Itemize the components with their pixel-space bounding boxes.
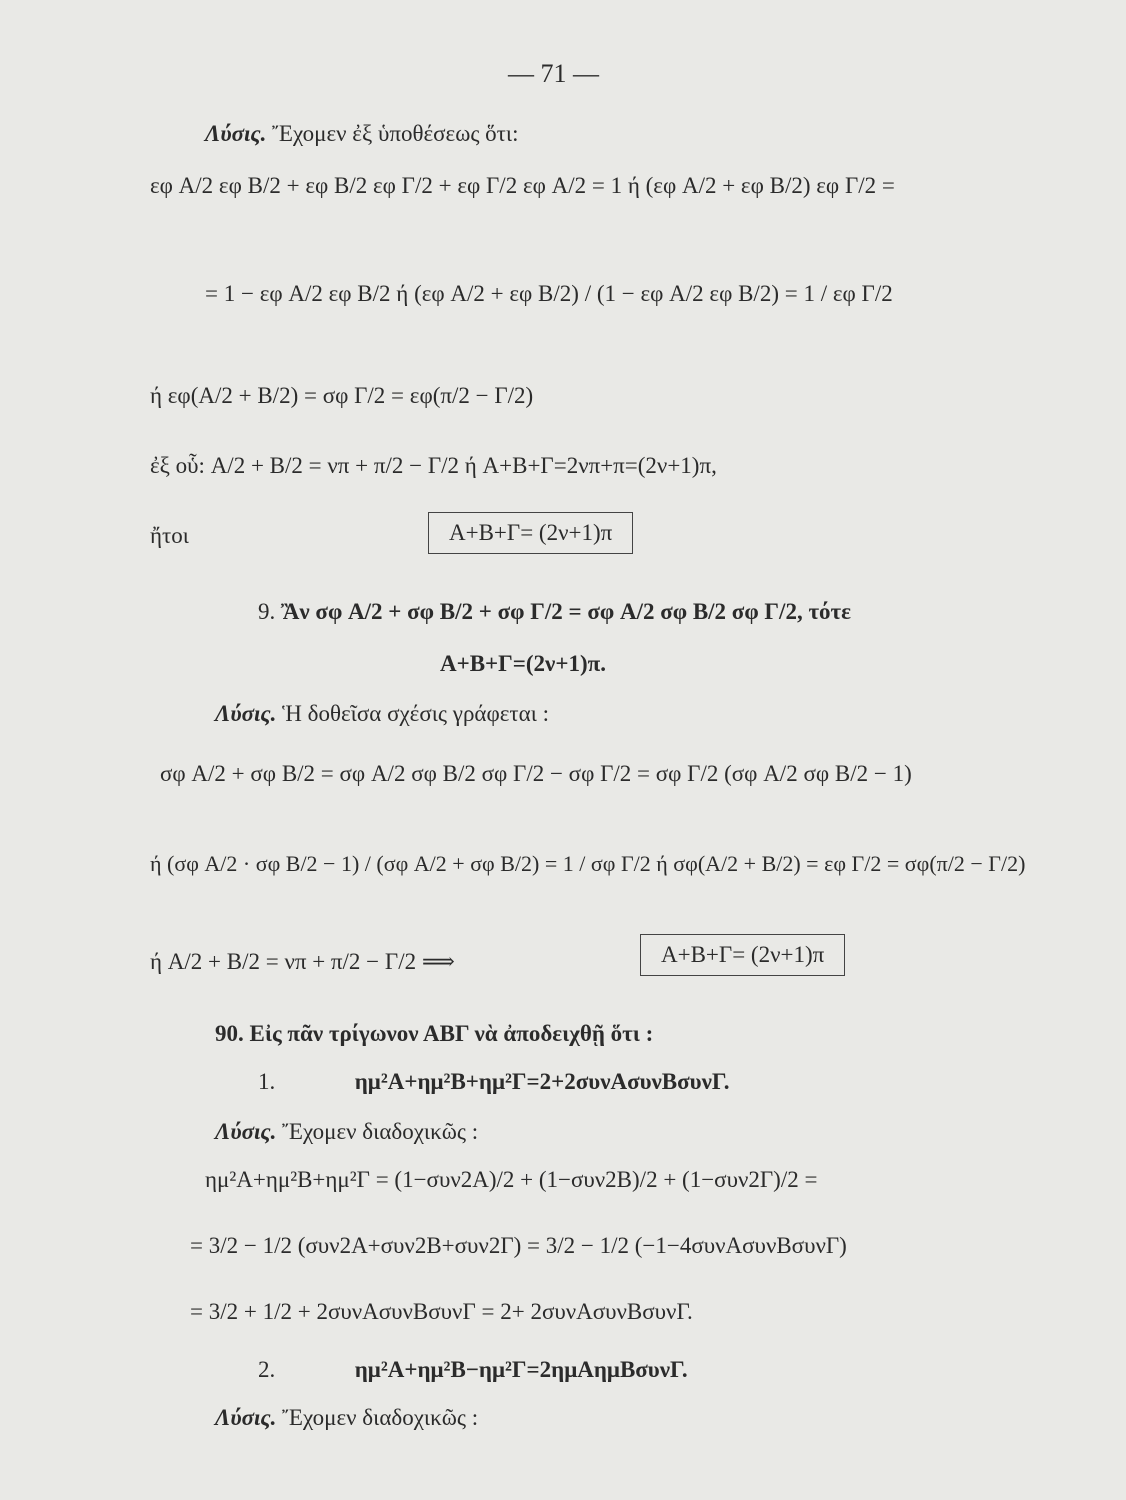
page-number: — 71 — bbox=[508, 59, 599, 88]
solution-intro-4 bbox=[215, 1404, 478, 1432]
equation-9: = 3/2 − 1/2 (συν2A+συν2B+συν2Γ) = 3/2 − 1/2 (−1−4συνAσυνBσυνΓ) bbox=[190, 1233, 847, 1258]
result-prefix: ἤτοι bbox=[150, 523, 189, 548]
equation-4: ἐξ οὗ: A/2 + B/2 = νπ + π/2 − Γ/2 ή A+B+Γ=2νπ+π=(2ν+1)π, bbox=[150, 453, 717, 478]
boxed-result-2 bbox=[640, 934, 845, 976]
solution-intro-3 bbox=[215, 1118, 478, 1146]
problem-90-number: 90. bbox=[215, 1021, 244, 1046]
equation-6: ή (σφ A/2 · σφ B/2 − 1) / (σφ A/2 + σφ B/2) = 1 / σφ Γ/2 ή σφ(A/2 + B/2) = εφ Γ/2 = σφ(π/2 − Γ/2) bbox=[150, 851, 1026, 876]
boxed-result-1 bbox=[428, 512, 633, 554]
item-1 bbox=[258, 1068, 729, 1096]
problem-90-heading: Εἰς πᾶν τρίγωνον ΑΒΓ νὰ ἀποδειχθῇ ὅτι : bbox=[249, 1021, 654, 1046]
item-2-statement: ημ²A+ημ²B−ημ²Γ=2ημAημBσυνΓ. bbox=[354, 1357, 688, 1382]
equation-8: ημ²A+ημ²B+ημ²Γ = (1−συν2A)/2 + (1−συν2B)/2 + (1−συν2Γ)/2 = bbox=[205, 1167, 818, 1192]
equation-3: ή εφ(A/2 + B/2) = σφ Γ/2 = εφ(π/2 − Γ/2) bbox=[150, 383, 534, 408]
problem-9-statement: Ἂν σφ A/2 + σφ B/2 + σφ Γ/2 = σφ A/2 σφ B/2 σφ Γ/2, τότε bbox=[281, 599, 851, 624]
item-2-number: 2. bbox=[258, 1357, 276, 1382]
solution-intro-4-text: Ἔχομεν διαδοχικῶς : bbox=[282, 1405, 479, 1430]
boxed-result-1-text: A+B+Γ= (2ν+1)π bbox=[449, 520, 613, 545]
solution-intro-2-text: Ἡ δοθεῖσα σχέσις γράφεται : bbox=[282, 701, 550, 726]
solution-label-3: Λύσις. bbox=[215, 1119, 277, 1144]
boxed-result-2-text: A+B+Γ= (2ν+1)π bbox=[661, 942, 825, 967]
item-1-number: 1. bbox=[258, 1069, 276, 1094]
solution-label: Λύσις. bbox=[205, 121, 267, 146]
solution-label-2: Λύσις. bbox=[215, 701, 277, 726]
equation-1: εφ A/2 εφ B/2 + εφ B/2 εφ Γ/2 + εφ Γ/2 εφ A/2 = 1 ή (εφ A/2 + εφ B/2) εφ Γ/2 = bbox=[150, 173, 895, 198]
item-2 bbox=[258, 1356, 688, 1384]
solution-intro-text: Ἔχομεν ἐξ ὑποθέσεως ὅτι: bbox=[272, 121, 519, 146]
solution-intro-1 bbox=[205, 120, 519, 148]
solution-label-4: Λύσις. bbox=[215, 1405, 277, 1430]
problem-9 bbox=[258, 598, 851, 626]
solution-intro-2 bbox=[215, 700, 549, 728]
equation-2: = 1 − εφ A/2 εφ B/2 ή (εφ A/2 + εφ B/2) / (1 − εφ A/2 εφ B/2) = 1 / εφ Γ/2 bbox=[205, 281, 893, 306]
problem-90 bbox=[215, 1020, 653, 1048]
equation-7: ή A/2 + B/2 = νπ + π/2 − Γ/2 ⟹ bbox=[150, 949, 455, 974]
problem-9-conclusion: A+B+Γ=(2ν+1)π. bbox=[440, 651, 606, 676]
item-1-statement: ημ²A+ημ²B+ημ²Γ=2+2συνAσυνBσυνΓ. bbox=[354, 1069, 730, 1094]
solution-intro-3-text: Ἔχομεν διαδοχικῶς : bbox=[282, 1119, 479, 1144]
equation-5: σφ A/2 + σφ B/2 = σφ A/2 σφ B/2 σφ Γ/2 − σφ Γ/2 = σφ Γ/2 (σφ A/2 σφ B/2 − 1) bbox=[160, 761, 912, 786]
equation-10: = 3/2 + 1/2 + 2συνAσυνBσυνΓ = 2+ 2συνAσυνBσυνΓ. bbox=[190, 1299, 693, 1324]
problem-9-number: 9. bbox=[258, 599, 276, 624]
